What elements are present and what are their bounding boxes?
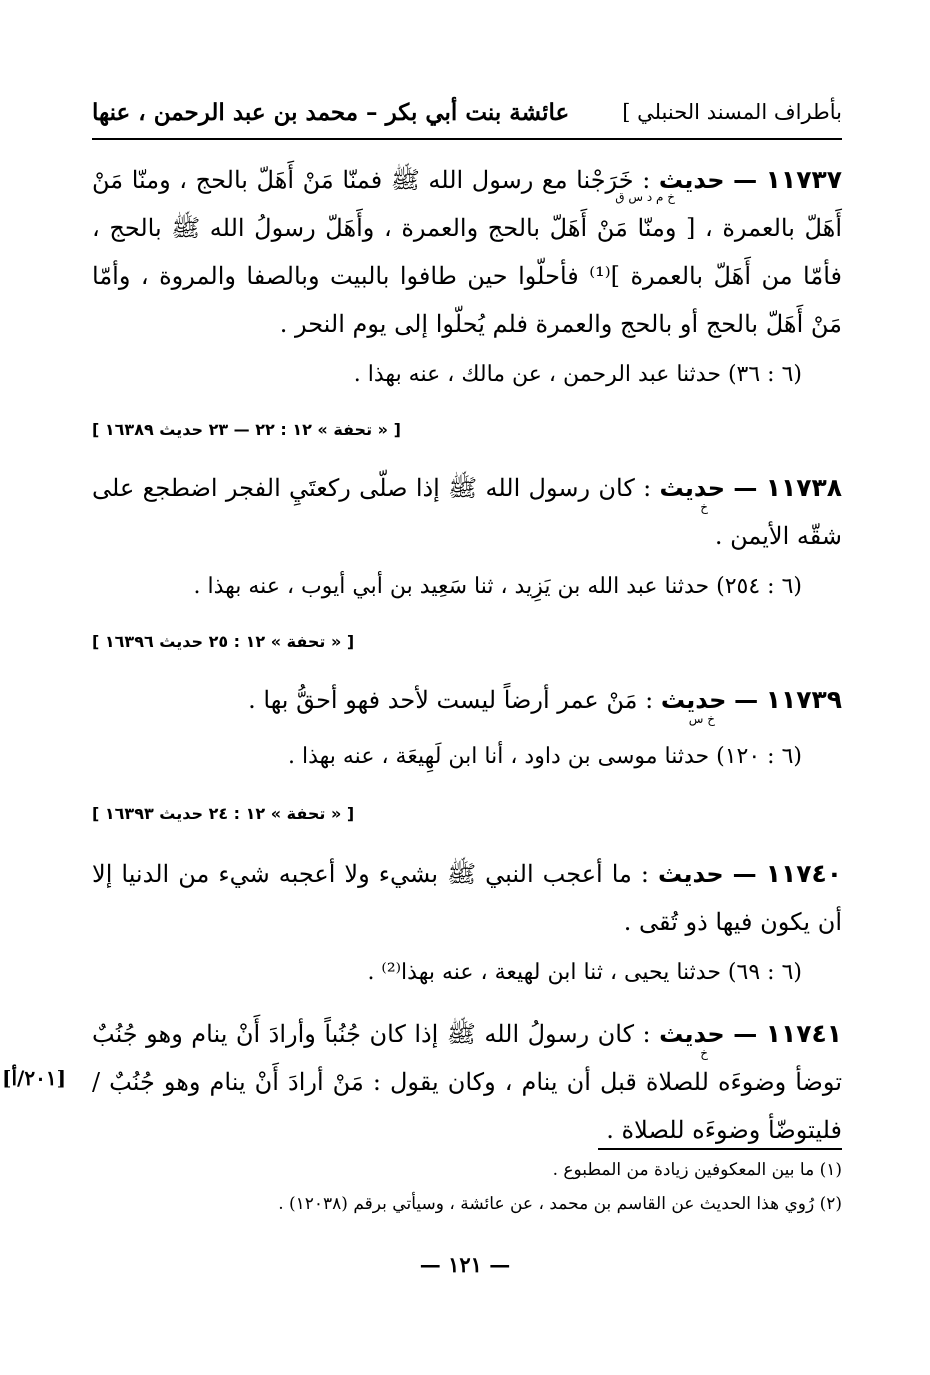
hadith-keyword: حديث <box>658 860 724 888</box>
tuhfa-reference: [ « تحفة » ١٢ : ٢٤ حديث ١٦٣٩٣ ] <box>92 804 355 823</box>
hadith-dash: — <box>734 686 759 714</box>
hadith-dash: — <box>733 1020 758 1048</box>
hadith-colon: : <box>643 474 652 502</box>
hadith-chain: (٦ : ٣٦) حدثنا عبد الرحمن ، عن مالك ، عنه بهذا . <box>353 362 802 387</box>
hadith-keyword: حديث <box>659 474 726 502</box>
header-separator: – <box>366 98 378 126</box>
header-section-title: عائشة بنت أبي بكر <box>385 98 570 126</box>
hadith-sigla: خ س <box>688 712 715 726</box>
hadith-sigla: خ <box>700 1046 708 1060</box>
hadith-number: ١١٧٤٠ <box>765 859 842 888</box>
hadith-dash: — <box>733 474 758 502</box>
footnote-1: (١) ما بين المعكوفين زيادة من المطبوع . <box>552 1160 842 1180</box>
hadith-colon: : <box>640 860 650 888</box>
running-header <box>92 92 842 132</box>
header-rule <box>92 138 842 140</box>
hadith-number: ١١٧٣٧ <box>765 165 842 194</box>
hadith-11740 <box>92 850 842 946</box>
hadith-text: كان رسول الله ﷺ إذا صلّى ركعتَيِ الفجر اضطجع على شقّه الأيمن . <box>92 474 842 550</box>
hadith-dash: — <box>733 166 758 194</box>
hadith-number: ١١٧٣٩ <box>765 685 842 714</box>
hadith-11739 <box>92 676 842 724</box>
hadith-colon: : <box>645 686 654 714</box>
page-number: — ١٢١ — <box>419 1252 511 1277</box>
hadith-colon: : <box>642 166 651 194</box>
tuhfa-reference: [ « تحفة » ١٢ : ٢٥ حديث ١٦٣٩٦ ] <box>92 632 355 651</box>
hadith-number: ١١٧٤١ <box>765 1019 842 1048</box>
tuhfa-reference: [ « تحفة » ١٢ : ٢٢ — ٢٣ حديث ١٦٣٨٩ ] <box>92 420 401 439</box>
hadith-keyword: حديث <box>658 166 725 194</box>
footnote-2: (٢) رُوي هذا الحديث عن القاسم بن محمد ، عن عائشة ، وسيأتي برقم (١٢٠٣٨) . <box>278 1194 842 1214</box>
hadith-keyword: حديث <box>659 1020 725 1048</box>
hadith-chain: (٦ : ٢٥٤) حدثنا عبد الله بن يَزِيد ، ثنا سَعِيد بن أبي أيوب ، عنه بهذا . <box>193 574 802 599</box>
hadith-text: ما أعجب النبي ﷺ بشيء ولا أعجبه شيء من الدنيا إلا أن يكون فيها ذو تُقى . <box>92 860 842 936</box>
hadith-chain: (٦ : ١٢٠) حدثنا موسى بن داود ، أنا ابن لَهِيعَة ، عنه بهذا . <box>287 744 802 769</box>
hadith-text: خَرَجْنا مع رسول الله ﷺ فمنّا مَنْ أَهَلّ بالحج ، ومنّا مَنْ أَهَلّ بالعمرة ، [ ومنّا مَنْ أَهَلّ بالحج والعمرة ، وأَهَلّ رسولُ الله ﷺ بالحج ، فأمّا من أَهَلّ بالعمرة ]⁽¹⁾ فأحلّوا حين طافوا بالبيت وبالصفا والمروة ، وأمّا مَنْ أَهَلّ بالحج أو بالحج والعمرة فلم يُحلّوا إلى يوم النحر . <box>92 166 842 338</box>
hadith-colon: : <box>642 1020 651 1048</box>
hadith-chain: (٦ : ٦٩) حدثنا يحيى ، ثنا ابن لهيعة ، عنه بهذا⁽²⁾ . <box>367 960 802 985</box>
header-section <box>92 99 569 126</box>
hadith-keyword: حديث <box>660 686 727 714</box>
hadith-text: كان رسولُ الله ﷺ إذا كان جُنُباً وأرادَ أَنْ ينام وهو جُنُبٌ توضأ وضوءَه للصلاة قبل أن ينام ، وكان يقول : مَنْ أرادَ أَنْ ينام وهو جُنُبٌ / فليتوضّأ وضوءَه للصلاة . <box>92 1020 842 1144</box>
hadith-11741 <box>92 1010 842 1154</box>
hadith-sigla: خ م د س ق <box>615 190 675 204</box>
footnote-rule <box>598 1148 842 1150</box>
header-subsection: محمد بن عبد الرحمن ، عنها <box>92 98 359 126</box>
hadith-11738 <box>92 464 842 560</box>
hadith-text: مَنْ عمر أرضاً ليست لأحد فهو أحقُّ بها . <box>248 686 638 714</box>
hadith-11737 <box>92 156 842 348</box>
header-book-title: بأطراف المسند الحنبلي ] <box>622 100 842 124</box>
margin-folio-note: [٢٠١/أ] <box>2 1066 67 1090</box>
hadith-number: ١١٧٣٨ <box>765 473 842 502</box>
hadith-sigla: خ <box>700 500 708 514</box>
hadith-dash: — <box>732 860 757 888</box>
